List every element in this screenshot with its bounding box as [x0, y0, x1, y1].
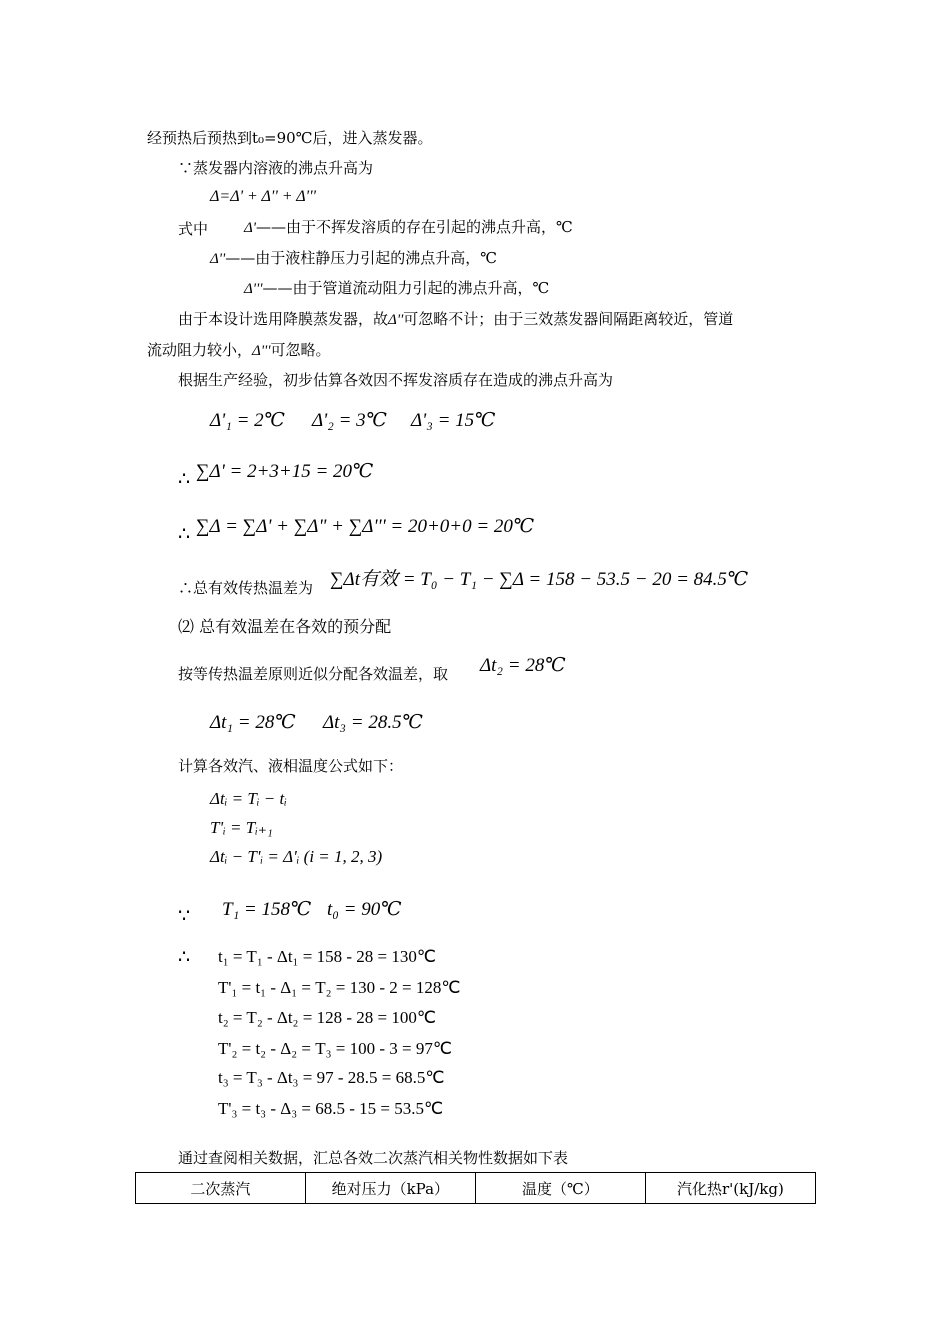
section-2-heading: ⑵ 总有效温差在各效的预分配 — [178, 617, 392, 636]
therefore-symbol-2: ∴ — [178, 524, 191, 545]
design-text-a: 由于本设计选用降膜蒸发器，故 — [178, 310, 389, 328]
definition-2-text: ——由于液柱静压力引起的沸点升高，℃ — [225, 249, 498, 267]
table-intro-text: 通过查阅相关数据，汇总各效二次蒸汽相关物性数据如下表 — [178, 1149, 569, 1167]
calc-intro-text: 计算各效汽、液相温度公式如下： — [178, 757, 404, 775]
allocation-dt2: Δt₂ = 28℃ — [480, 655, 566, 676]
table-header-row — [136, 1173, 816, 1204]
hence-symbol: ∴ — [178, 947, 191, 968]
design-text-c: 流动阻力较小， — [147, 341, 253, 359]
definition-1-symbol: Δ' — [244, 220, 257, 236]
delta-3-value: Δ'₃ = 15℃ — [411, 410, 496, 431]
intro-text: 经预热后预热到t₀=90℃后，进入蒸发器。 — [147, 129, 433, 147]
result-T1-prime: T'₁ = t₁ - Δ₁ = T₂ = 130 - 2 = 128℃ — [218, 978, 461, 997]
because-intro-text: ∵蒸发器内溶液的沸点升高为 — [178, 159, 374, 177]
table-header-temperature: 温度（℃） — [475, 1173, 645, 1204]
design-text-b: 可忽略不计；由于三效蒸发器间隔距离较近，管道 — [403, 310, 734, 328]
definition-2 — [210, 248, 497, 269]
table-header-latent-heat: 汽化热r'(kJ/kg) — [645, 1173, 815, 1204]
total-effective-formula: ∑Δt有效 = T₀ − T₁ − ∑Δ = 158 − 53.5 − 20 = 84.5℃ — [330, 569, 749, 590]
table-header-steam: 二次蒸汽 — [136, 1173, 306, 1204]
where-label: 式中 — [178, 220, 209, 238]
sum-delta-formula: ∑Δ = ∑Δ' + ∑Δ" + ∑Δ''' = 20+0+0 = 20℃ — [196, 516, 535, 537]
sum-delta-prime-formula: ∑Δ' = 2+3+15 = 20℃ — [196, 461, 374, 482]
design-paragraph-line-2 — [147, 340, 330, 361]
allocation-dt3: Δt₃ = 28.5℃ — [323, 712, 423, 733]
design-text-d: 可忽略。 — [270, 341, 331, 359]
result-t1: t₁ = T₁ - Δt₁ = 158 - 28 = 130℃ — [218, 947, 436, 966]
formula-T-prime: T'ᵢ = Tᵢ₊₁ — [210, 818, 273, 837]
result-T2-prime: T'₂ = t₂ - Δ₂ = T₃ = 100 - 3 = 97℃ — [218, 1039, 452, 1058]
definition-2-symbol: Δ'' — [210, 251, 226, 267]
result-T3-prime: T'₃ = t₃ - Δ₃ = 68.5 - 15 = 53.5℃ — [218, 1099, 444, 1118]
design-symbol-2: Δ''' — [252, 343, 271, 359]
result-t2: t₂ = T₂ - Δt₂ = 128 - 28 = 100℃ — [218, 1008, 436, 1027]
given-T1: T₁ = 158℃ — [222, 899, 312, 920]
definition-1 — [244, 217, 573, 238]
definition-1-text: ——由于不挥发溶质的存在引起的沸点升高，℃ — [256, 218, 573, 236]
allocation-text: 按等传热温差原则近似分配各效温差，取 — [178, 665, 449, 683]
formula-relation: Δtᵢ − T'ᵢ = Δ'ᵢ (i = 1, 2, 3) — [210, 847, 383, 866]
table-header-pressure: 绝对压力（kPa） — [305, 1173, 475, 1204]
design-paragraph-line-1 — [178, 309, 733, 330]
given-t0: t₀ = 90℃ — [327, 899, 402, 920]
properties-table — [135, 1172, 816, 1204]
boiling-point-rise-formula: Δ=Δ' + Δ'' + Δ''' — [210, 188, 316, 205]
allocation-dt1: Δt₁ = 28℃ — [210, 712, 296, 733]
formula-delta-t: Δtᵢ = Tᵢ − tᵢ — [210, 789, 287, 808]
therefore-symbol-1: ∴ — [178, 469, 191, 490]
total-effective-label: ∴总有效传热温差为 — [178, 579, 314, 597]
design-symbol-1: Δ'' — [388, 312, 404, 328]
definition-3-symbol: Δ''' — [244, 281, 263, 297]
delta-1-value: Δ'₁ = 2℃ — [210, 410, 285, 431]
result-t3: t₃ = T₃ - Δt₃ = 97 - 28.5 = 68.5℃ — [218, 1068, 445, 1087]
definition-3 — [244, 278, 549, 299]
definition-3-text: ——由于管道流动阻力引起的沸点升高，℃ — [262, 279, 550, 297]
estimate-intro-text: 根据生产经验，初步估算各效因不挥发溶质存在造成的沸点升高为 — [178, 371, 614, 389]
since-symbol: ∵ — [178, 906, 191, 927]
delta-2-value: Δ'₂ = 3℃ — [312, 410, 387, 431]
